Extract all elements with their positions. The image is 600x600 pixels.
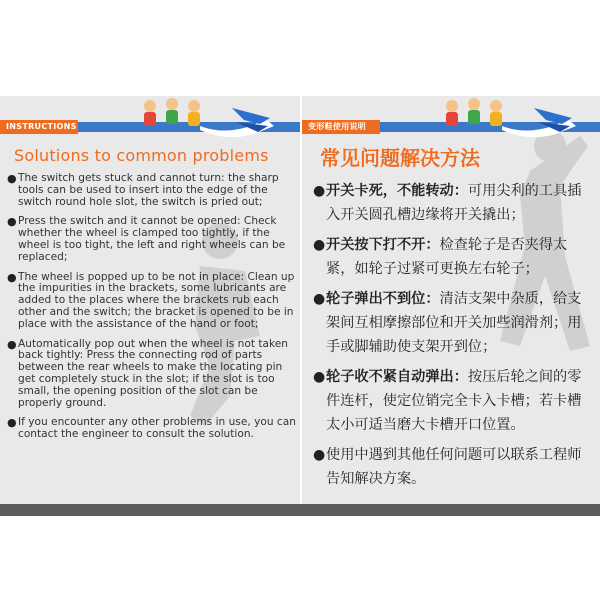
english-column — [6, 146, 296, 449]
chinese-item: ● 使用中遇到其他任何问题可以联系工程师告知解决方案。 — [312, 443, 594, 491]
instructions-tag: INSTRUCTIONS — [0, 120, 78, 134]
chinese-item: ● 开关卡死，不能转动：可用尖利的工具插入开关圆孔槽边缘将开关撬出； — [312, 179, 594, 227]
column-divider — [300, 96, 302, 506]
instruction-card — [0, 96, 600, 516]
bottom-bar — [0, 504, 600, 516]
english-item: ● The switch gets stuck and cannot turn: the sharp tools can be used to insert into the edge of the switch round hole slot, the switch is pried out; — [7, 172, 279, 208]
chinese-title: 常见问题解决方法 — [320, 146, 480, 170]
english-item: ● Press the switch and it cannot be opened: Check whether the wheel is clamped too tightly, if the wheel is too tight, the left and right wheels can be replaced; — [7, 215, 286, 263]
english-item: ● The wheel is popped up to be not in place: Clean up the impurities in the brackets, some lubricants are added to the places where the brackets rub each other and the switch; the bracket is opened to be in place with the assistance of the hand or foot; — [7, 270, 295, 330]
bullet-dot-icon: ● — [7, 416, 17, 430]
chinese-item: ● 轮子收不紧自动弹出：按压后轮之间的零件连杆，使定位销完全卡入卡槽；若卡槽太小可适当磨大卡槽开口位置。 — [312, 365, 594, 437]
english-item: ● Automatically pop out when the wheel is not taken back tightly: Press the connecting rod of parts between the rear wheels to make the locating pin get completely stuck in the slot; if the slot is too small, the opening position of the slot can be properly ground. — [7, 337, 288, 409]
english-title: Solutions to common problems — [14, 146, 269, 165]
bullet-dot-icon: ● — [7, 172, 17, 185]
bullet-dot-icon: ● — [313, 447, 326, 463]
kids-on-skates-icon — [438, 96, 578, 140]
instructions-tag-cn: 变形鞋使用说明 — [302, 120, 380, 134]
bullet-dot-icon: ● — [7, 337, 17, 351]
chinese-item: ● 轮子弹出不到位：清洁支架中杂质，给支架间互相摩擦部位和开关加些润滑剂；用手或脚辅助使支架开到位； — [312, 287, 594, 359]
chinese-column — [312, 142, 594, 497]
bullet-dot-icon: ● — [7, 215, 17, 229]
bullet-dot-icon: ● — [313, 369, 326, 385]
kids-on-skates-icon — [136, 96, 276, 140]
bullet-dot-icon: ● — [313, 237, 326, 253]
chinese-item: ● 开关按下打不开：检查轮子是否夹得太紧，如轮子过紧可更换左右轮子； — [312, 233, 594, 281]
english-item: ● If you encounter any other problems in use, you can contact the engineer to consult the solution. — [7, 416, 296, 441]
bullet-dot-icon: ● — [313, 291, 326, 307]
bullet-dot-icon: ● — [313, 183, 326, 199]
bullet-dot-icon: ● — [7, 270, 17, 284]
